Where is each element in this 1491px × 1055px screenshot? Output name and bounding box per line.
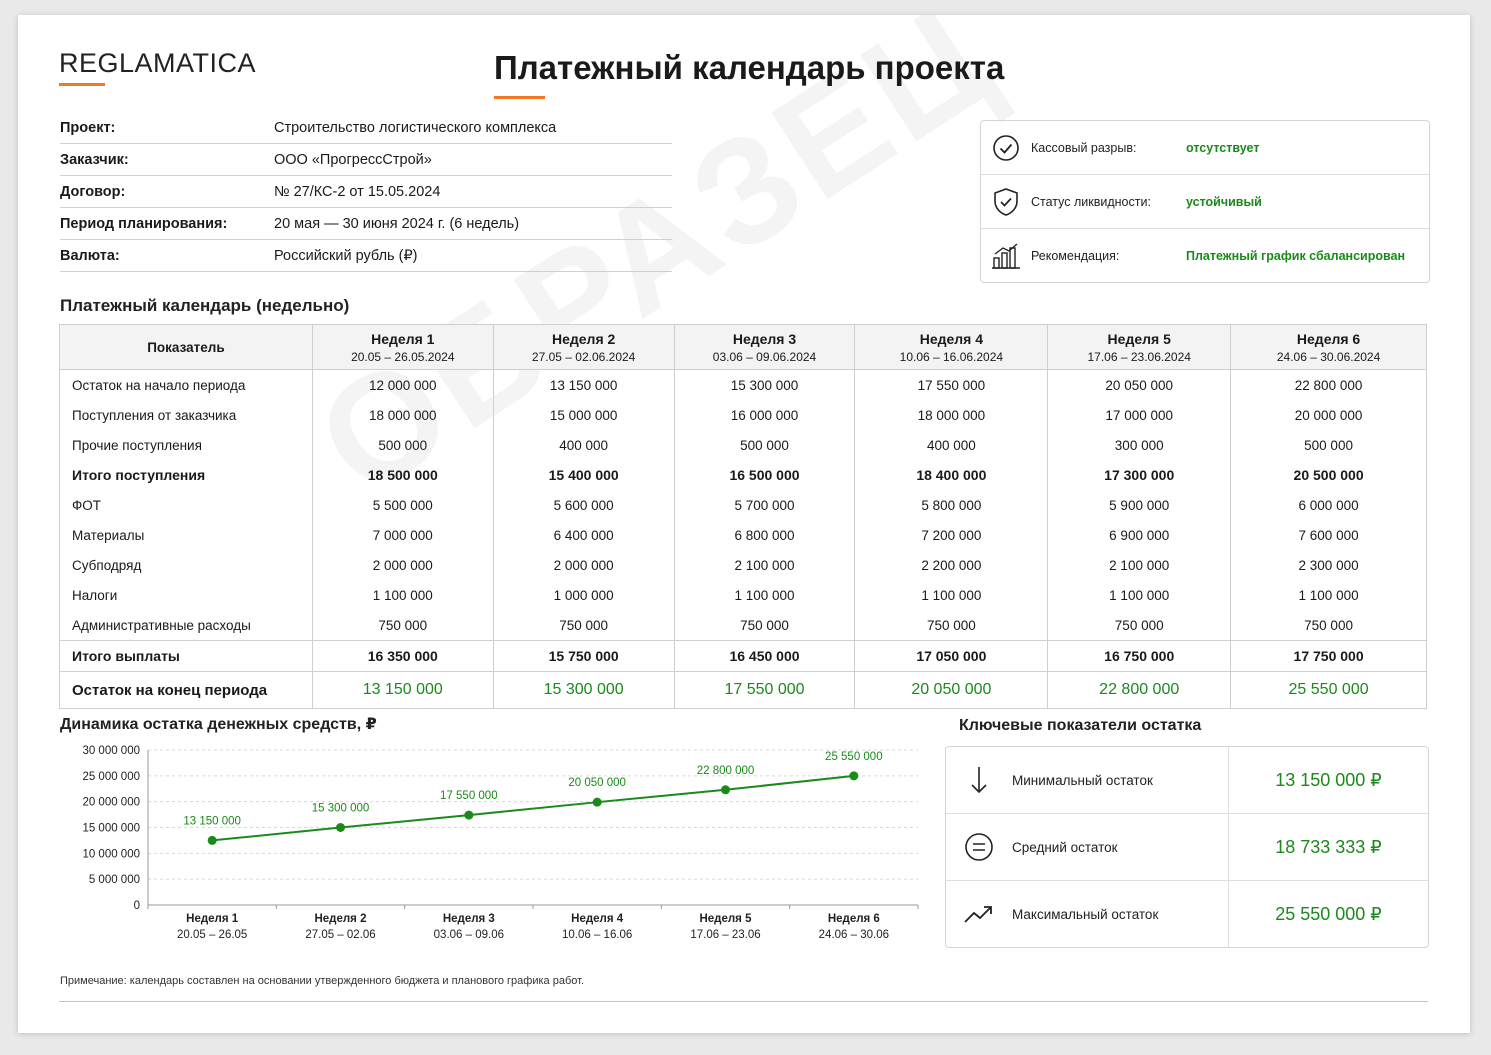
row-label: Итого поступления <box>60 460 313 490</box>
table-body <box>60 370 1427 709</box>
row-label: Остаток на начало периода <box>60 370 313 401</box>
table-row <box>60 520 1427 550</box>
logo-underline <box>59 83 105 86</box>
project-info <box>60 112 672 272</box>
week-name: Неделя 1 <box>371 330 435 347</box>
table-cell: 750 000 <box>855 610 1048 641</box>
title-underline <box>494 96 545 99</box>
table-cell: 16 750 000 <box>1048 641 1231 672</box>
info-row-customer <box>60 144 672 176</box>
column-header <box>674 325 855 370</box>
status-row-liquidity <box>981 175 1429 229</box>
table-cell: 15 750 000 <box>493 641 674 672</box>
table-cell: 2 100 000 <box>674 550 855 580</box>
table-cell: 17 300 000 <box>1048 460 1231 490</box>
table-cell: 17 050 000 <box>855 641 1048 672</box>
table-cell: 6 900 000 <box>1048 520 1231 550</box>
x-tick-label: Неделя 6 <box>827 913 880 925</box>
check-circle-icon <box>981 134 1031 162</box>
week-name: Неделя 6 <box>1296 330 1361 347</box>
table-cell: 7 600 000 <box>1231 520 1427 550</box>
table-cell: 5 500 000 <box>312 490 493 520</box>
x-tick-date: 17.06 – 23.06 <box>690 929 761 941</box>
info-value: 20 мая — 30 июня 2024 г. (6 недель) <box>274 215 520 232</box>
y-tick-label: 30 000 000 <box>82 745 140 757</box>
info-value: ООО «ПрогрессСтрой» <box>274 151 432 168</box>
table-cell: 13 150 000 <box>312 672 493 709</box>
table-cell: 7 200 000 <box>855 520 1048 550</box>
table-cell: 25 550 000 <box>1231 672 1427 709</box>
table-row <box>60 672 1427 709</box>
x-tick-label: Неделя 2 <box>314 913 367 925</box>
column-header <box>493 325 674 370</box>
column-header <box>1231 325 1427 370</box>
table-row <box>60 641 1427 672</box>
arrow-down-icon <box>946 765 1012 795</box>
column-header: Показатель <box>60 325 313 370</box>
metric-value: 25 550 000 ₽ <box>1228 881 1428 947</box>
table-cell: 1 100 000 <box>1048 580 1231 610</box>
y-tick-label: 5 000 000 <box>88 874 140 887</box>
row-label: Прочие поступления <box>60 430 313 460</box>
table-cell: 6 000 000 <box>1231 490 1427 520</box>
chart-title: Динамика остатка денежных средств, ₽ <box>60 716 377 733</box>
table-cell: 1 100 000 <box>312 580 493 610</box>
row-label: Итого выплаты <box>60 641 313 672</box>
table-cell: 500 000 <box>1231 430 1427 460</box>
x-tick-label: Неделя 3 <box>442 913 495 925</box>
x-tick-date: 24.06 – 30.06 <box>818 929 890 941</box>
table-row <box>60 460 1427 490</box>
table-row <box>60 400 1427 430</box>
data-label: 17 550 000 <box>440 790 498 803</box>
table-cell: 17 750 000 <box>1231 641 1427 672</box>
data-label: 22 800 000 <box>696 764 755 777</box>
table-cell: 18 000 000 <box>855 400 1048 430</box>
metric-value: 18 733 333 ₽ <box>1228 814 1428 880</box>
status-value: устойчивый <box>1186 194 1262 209</box>
table-cell: 20 050 000 <box>1048 370 1231 401</box>
table-cell: 1 100 000 <box>1231 580 1427 610</box>
x-tick-label: Неделя 5 <box>699 913 752 925</box>
calendar-title: Платежный календарь (недельно) <box>60 296 350 315</box>
series-line <box>212 776 854 841</box>
metric-row-min <box>946 747 1428 814</box>
table-cell: 15 000 000 <box>493 400 674 430</box>
table-cell: 15 300 000 <box>674 370 855 401</box>
table-cell: 750 000 <box>674 610 855 641</box>
x-tick-date: 20.05 – 26.05 <box>176 929 248 941</box>
row-label: Налоги <box>60 580 313 610</box>
table-cell: 18 400 000 <box>855 460 1048 490</box>
info-value: Российский рубль (₽) <box>274 247 418 264</box>
table-cell: 1 000 000 <box>493 580 674 610</box>
table-cell: 5 900 000 <box>1048 490 1231 520</box>
table-cell: 20 000 000 <box>1231 400 1427 430</box>
row-label: Субподряд <box>60 550 313 580</box>
info-label: Период планирования: <box>60 215 228 232</box>
bar-chart-icon <box>981 242 1031 270</box>
table-cell: 500 000 <box>312 430 493 460</box>
metric-label: Минимальный остаток <box>1012 772 1153 788</box>
info-value: Строительство логистического комплекса <box>274 119 557 136</box>
data-point <box>208 836 217 845</box>
week-dates: 17.06 – 23.06.2024 <box>1087 349 1191 364</box>
table-cell: 2 300 000 <box>1231 550 1427 580</box>
x-tick-label: Неделя 1 <box>186 913 239 925</box>
info-label: Валюта: <box>60 247 120 264</box>
table-cell: 20 500 000 <box>1231 460 1427 490</box>
table-cell: 500 000 <box>674 430 855 460</box>
bottom-divider <box>59 1001 1428 1002</box>
column-header <box>1048 325 1231 370</box>
row-label: Остаток на конец периода <box>60 672 313 709</box>
table-cell: 17 550 000 <box>674 672 855 709</box>
table-cell: 13 150 000 <box>493 370 674 401</box>
week-dates: 24.06 – 30.06.2024 <box>1276 349 1381 364</box>
status-row-recommendation <box>981 229 1429 282</box>
info-label: Договор: <box>60 183 126 200</box>
document-sheet <box>18 15 1470 1033</box>
table-cell: 6 800 000 <box>674 520 855 550</box>
y-tick-label: 10 000 000 <box>82 848 140 861</box>
table-cell: 12 000 000 <box>312 370 493 401</box>
table-row <box>60 490 1427 520</box>
y-tick-label: 20 000 000 <box>82 796 140 809</box>
week-name: Неделя 4 <box>919 330 984 347</box>
table-cell: 16 000 000 <box>674 400 855 430</box>
info-label: Заказчик: <box>60 151 129 168</box>
table-row <box>60 550 1427 580</box>
table-row <box>60 610 1427 641</box>
data-label: 20 050 000 <box>568 777 626 790</box>
table-cell: 400 000 <box>493 430 674 460</box>
table-row <box>60 580 1427 610</box>
key-metrics-panel <box>945 746 1429 948</box>
table-cell: 20 050 000 <box>855 672 1048 709</box>
status-label: Статус ликвидности: <box>1031 194 1151 209</box>
table-cell: 750 000 <box>312 610 493 641</box>
data-label: 25 550 000 <box>825 750 883 763</box>
balance-line-chart <box>48 740 928 970</box>
data-point <box>593 798 602 807</box>
info-row-project <box>60 112 672 144</box>
y-tick-label: 0 <box>133 900 140 912</box>
x-tick-date: 27.05 – 02.06 <box>305 929 376 941</box>
key-metrics-title: Ключевые показатели остатка <box>959 717 1202 734</box>
table-cell: 7 000 000 <box>312 520 493 550</box>
trend-up-icon <box>946 902 1012 926</box>
table-cell: 5 600 000 <box>493 490 674 520</box>
data-label: 15 300 000 <box>311 802 370 815</box>
info-row-period <box>60 208 672 240</box>
table-cell: 2 100 000 <box>1048 550 1231 580</box>
week-name: Неделя 5 <box>1107 330 1171 347</box>
x-tick-date: 03.06 – 09.06 <box>433 929 505 941</box>
table-cell: 750 000 <box>1048 610 1231 641</box>
metric-row-avg <box>946 814 1428 881</box>
table-cell: 5 800 000 <box>855 490 1048 520</box>
week-dates: 27.05 – 02.06.2024 <box>531 349 636 364</box>
row-label: Поступления от заказчика <box>60 400 313 430</box>
data-label: 13 150 000 <box>183 815 241 828</box>
table-cell: 2 200 000 <box>855 550 1048 580</box>
table-cell: 750 000 <box>1231 610 1427 641</box>
status-value: Платежный график сбалансирован <box>1186 248 1406 263</box>
metric-value: 13 150 000 ₽ <box>1228 747 1428 813</box>
shield-check-icon <box>981 187 1031 217</box>
equals-circle-icon <box>946 832 1012 862</box>
page-title: Платежный календарь проекта <box>494 49 1005 86</box>
table-cell: 22 800 000 <box>1048 672 1231 709</box>
table-cell: 750 000 <box>493 610 674 641</box>
y-tick-label: 25 000 000 <box>82 770 140 783</box>
week-name: Неделя 3 <box>732 330 797 347</box>
info-row-contract <box>60 176 672 208</box>
table-cell: 17 550 000 <box>855 370 1048 401</box>
week-dates: 20.05 – 26.05.2024 <box>351 349 455 364</box>
week-dates: 10.06 – 16.06.2024 <box>899 349 1004 364</box>
data-point <box>464 811 473 820</box>
metric-label: Средний остаток <box>1012 839 1118 855</box>
x-tick-date: 10.06 – 16.06 <box>561 929 633 941</box>
metric-label: Максимальный остаток <box>1012 906 1159 922</box>
week-name: Неделя 2 <box>551 330 616 347</box>
data-point <box>336 823 345 832</box>
status-panel <box>980 120 1430 283</box>
table-cell: 16 500 000 <box>674 460 855 490</box>
table-cell: 22 800 000 <box>1231 370 1427 401</box>
row-label: Материалы <box>60 520 313 550</box>
data-point <box>721 785 730 794</box>
payment-calendar-table <box>59 324 1427 709</box>
x-tick-label: Неделя 4 <box>571 913 624 925</box>
row-label: ФОТ <box>60 490 313 520</box>
y-tick-label: 15 000 000 <box>82 822 140 835</box>
table-cell: 18 000 000 <box>312 400 493 430</box>
table-cell: 300 000 <box>1048 430 1231 460</box>
table-cell: 2 000 000 <box>312 550 493 580</box>
table-row <box>60 430 1427 460</box>
status-label: Кассовый разрыв: <box>1031 140 1137 155</box>
data-point <box>849 771 858 780</box>
table-header-row <box>60 325 1427 370</box>
info-value: № 27/КС-2 от 15.05.2024 <box>274 183 441 200</box>
column-header <box>312 325 493 370</box>
table-cell: 15 300 000 <box>493 672 674 709</box>
table-cell: 18 500 000 <box>312 460 493 490</box>
week-dates: 03.06 – 09.06.2024 <box>712 349 817 364</box>
table-cell: 6 400 000 <box>493 520 674 550</box>
status-label: Рекомендация: <box>1031 248 1120 263</box>
status-row-cash-gap <box>981 121 1429 175</box>
column-header <box>855 325 1048 370</box>
table-cell: 17 000 000 <box>1048 400 1231 430</box>
table-row <box>60 370 1427 401</box>
info-row-currency <box>60 240 672 272</box>
table-cell: 1 100 000 <box>674 580 855 610</box>
table-cell: 16 350 000 <box>312 641 493 672</box>
status-value: отсутствует <box>1186 140 1260 155</box>
logo: REGLAMATICA <box>59 48 257 78</box>
metric-row-max <box>946 881 1428 947</box>
info-label: Проект: <box>60 119 116 136</box>
footnote: Примечание: календарь составлен на основании утвержденного бюджета и планового графика работ. <box>60 975 585 987</box>
table-cell: 5 700 000 <box>674 490 855 520</box>
table-cell: 16 450 000 <box>674 641 855 672</box>
table-cell: 2 000 000 <box>493 550 674 580</box>
table-cell: 15 400 000 <box>493 460 674 490</box>
table-cell: 1 100 000 <box>855 580 1048 610</box>
row-label: Административные расходы <box>60 610 313 641</box>
table-cell: 400 000 <box>855 430 1048 460</box>
